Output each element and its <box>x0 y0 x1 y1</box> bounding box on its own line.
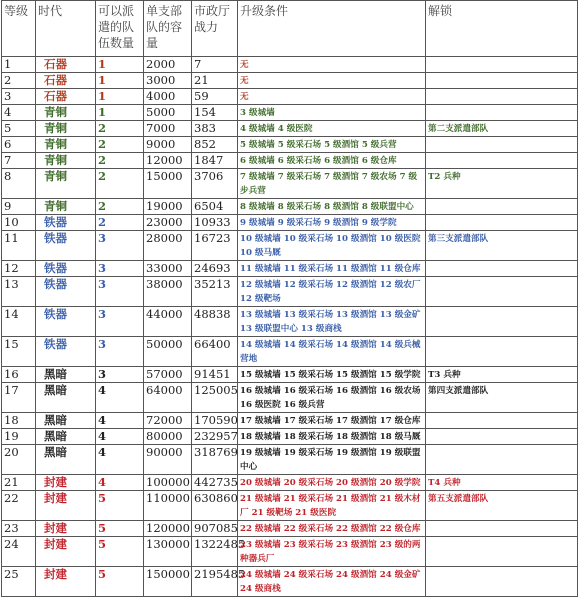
cell-era: 封建 <box>36 491 96 521</box>
cell-level: 11 <box>2 231 36 261</box>
cell-condition: 3 级城墙 <box>238 105 426 121</box>
table-row <box>2 413 578 429</box>
cell-teams: 4 <box>96 475 144 491</box>
cell-teams: 4 <box>96 383 144 413</box>
cell-level: 25 <box>2 567 36 597</box>
cell-unlock: 第四支派遣部队 <box>426 383 578 413</box>
cell-power: 907085 <box>192 521 238 537</box>
cell-power: 21 <box>192 73 238 89</box>
cell-level: 15 <box>2 337 36 367</box>
cell-teams: 2 <box>96 169 144 199</box>
cell-condition: 11 级城墙 11 级采石场 11 级酒馆 11 级仓库 <box>238 261 426 277</box>
cell-unlock: T3 兵种 <box>426 367 578 383</box>
upgrade-table <box>1 0 578 597</box>
cell-power: 1322485 <box>192 537 238 567</box>
cell-era: 铁器 <box>36 231 96 261</box>
cell-condition: 16 级城墙 16 级采石场 16 级酒馆 16 级农场 16 级医院 16 级兵营 <box>238 383 426 413</box>
table-row <box>2 57 578 73</box>
cell-era: 黑暗 <box>36 445 96 475</box>
cell-capacity: 5000 <box>144 105 192 121</box>
cell-level: 12 <box>2 261 36 277</box>
cell-capacity: 4000 <box>144 89 192 105</box>
cell-capacity: 72000 <box>144 413 192 429</box>
cell-condition: 18 级城墙 18 级采石场 18 级酒馆 18 级马厩 <box>238 429 426 445</box>
cell-era: 石器 <box>36 73 96 89</box>
table-row <box>2 367 578 383</box>
cell-teams: 2 <box>96 215 144 231</box>
table-row <box>2 445 578 475</box>
cell-capacity: 33000 <box>144 261 192 277</box>
cell-capacity: 90000 <box>144 445 192 475</box>
cell-level: 16 <box>2 367 36 383</box>
cell-capacity: 130000 <box>144 537 192 567</box>
cell-teams: 1 <box>96 57 144 73</box>
cell-era: 封建 <box>36 521 96 537</box>
cell-teams: 4 <box>96 445 144 475</box>
cell-unlock <box>426 215 578 231</box>
cell-era: 青铜 <box>36 153 96 169</box>
cell-condition: 9 级城墙 9 级采石场 9 级酒馆 9 级学院 <box>238 215 426 231</box>
cell-power: 66400 <box>192 337 238 367</box>
cell-power: 630860 <box>192 491 238 521</box>
cell-capacity: 9000 <box>144 137 192 153</box>
cell-unlock <box>426 73 578 89</box>
cell-condition: 23 级城墙 23 级采石场 23 级酒馆 23 级的两种器兵厂 <box>238 537 426 567</box>
cell-unlock <box>426 277 578 307</box>
cell-unlock <box>426 89 578 105</box>
cell-era: 青铜 <box>36 169 96 199</box>
cell-era: 黑暗 <box>36 429 96 445</box>
cell-teams: 3 <box>96 231 144 261</box>
cell-power: 7 <box>192 57 238 73</box>
table-row <box>2 231 578 261</box>
cell-teams: 4 <box>96 429 144 445</box>
header-teams: 可以派遣的队伍数量 <box>96 1 144 57</box>
cell-era: 铁器 <box>36 261 96 277</box>
cell-power: 125005 <box>192 383 238 413</box>
cell-power: 154 <box>192 105 238 121</box>
cell-teams: 3 <box>96 307 144 337</box>
cell-power: 442735 <box>192 475 238 491</box>
cell-teams: 3 <box>96 277 144 307</box>
table-body <box>2 57 578 597</box>
cell-capacity: 80000 <box>144 429 192 445</box>
cell-era: 青铜 <box>36 137 96 153</box>
cell-level: 14 <box>2 307 36 337</box>
cell-power: 383 <box>192 121 238 137</box>
cell-unlock: 第五支派遣部队 <box>426 491 578 521</box>
cell-level: 19 <box>2 429 36 445</box>
cell-unlock <box>426 429 578 445</box>
cell-level: 4 <box>2 105 36 121</box>
cell-level: 13 <box>2 277 36 307</box>
cell-teams: 3 <box>96 337 144 367</box>
cell-power: 170590 <box>192 413 238 429</box>
cell-unlock <box>426 537 578 567</box>
cell-era: 铁器 <box>36 337 96 367</box>
cell-capacity: 50000 <box>144 337 192 367</box>
cell-capacity: 44000 <box>144 307 192 337</box>
cell-power: 1847 <box>192 153 238 169</box>
table-row <box>2 307 578 337</box>
table-row <box>2 491 578 521</box>
cell-unlock <box>426 521 578 537</box>
cell-unlock <box>426 153 578 169</box>
cell-teams: 2 <box>96 199 144 215</box>
cell-teams: 2 <box>96 137 144 153</box>
cell-era: 铁器 <box>36 215 96 231</box>
cell-power: 24693 <box>192 261 238 277</box>
cell-level: 9 <box>2 199 36 215</box>
cell-condition: 4 级城墙 4 级医院 <box>238 121 426 137</box>
cell-condition: 19 级城墙 19 级采石场 19 级酒馆 19 级联盟中心 <box>238 445 426 475</box>
cell-era: 封建 <box>36 537 96 567</box>
cell-teams: 5 <box>96 567 144 597</box>
cell-level: 23 <box>2 521 36 537</box>
cell-capacity: 15000 <box>144 169 192 199</box>
table-row <box>2 277 578 307</box>
cell-era: 青铜 <box>36 121 96 137</box>
cell-capacity: 12000 <box>144 153 192 169</box>
cell-level: 21 <box>2 475 36 491</box>
header-row <box>2 1 578 57</box>
table-row <box>2 521 578 537</box>
cell-level: 5 <box>2 121 36 137</box>
cell-power: 35213 <box>192 277 238 307</box>
cell-power: 3706 <box>192 169 238 199</box>
cell-teams: 5 <box>96 537 144 567</box>
cell-condition: 13 级城墙 13 级采石场 13 级酒馆 13 级金矿 13 级联盟中心 13 级商栈 <box>238 307 426 337</box>
cell-condition: 7 级城墙 7 级采石场 7 级酒馆 7 级农场 7 级步兵营 <box>238 169 426 199</box>
header-level: 等级 <box>2 1 36 57</box>
cell-condition: 12 级城墙 12 级采石场 12 级酒馆 12 级农厂 12 级靶场 <box>238 277 426 307</box>
cell-condition: 20 级城墙 20 级采石场 20 级酒馆 20 级学院 <box>238 475 426 491</box>
cell-teams: 1 <box>96 73 144 89</box>
table-row <box>2 475 578 491</box>
cell-power: 318769 <box>192 445 238 475</box>
cell-capacity: 19000 <box>144 199 192 215</box>
cell-level: 20 <box>2 445 36 475</box>
cell-teams: 2 <box>96 121 144 137</box>
cell-capacity: 2000 <box>144 57 192 73</box>
cell-level: 22 <box>2 491 36 521</box>
cell-power: 852 <box>192 137 238 153</box>
cell-level: 6 <box>2 137 36 153</box>
cell-era: 石器 <box>36 89 96 105</box>
cell-era: 铁器 <box>36 277 96 307</box>
cell-capacity: 110000 <box>144 491 192 521</box>
cell-teams: 3 <box>96 261 144 277</box>
cell-condition: 22 级城墙 22 级采石场 22 级酒馆 22 级仓库 <box>238 521 426 537</box>
cell-level: 10 <box>2 215 36 231</box>
cell-power: 232957 <box>192 429 238 445</box>
cell-teams: 1 <box>96 105 144 121</box>
table-row <box>2 137 578 153</box>
header-era: 时代 <box>36 1 96 57</box>
table-row <box>2 261 578 277</box>
table-row <box>2 537 578 567</box>
cell-unlock <box>426 137 578 153</box>
cell-era: 黑暗 <box>36 367 96 383</box>
header-power: 市政厅战力 <box>192 1 238 57</box>
table-row <box>2 169 578 199</box>
cell-level: 2 <box>2 73 36 89</box>
cell-unlock <box>426 105 578 121</box>
cell-teams: 3 <box>96 367 144 383</box>
cell-condition: 14 级城墙 14 级采石场 14 级酒馆 14 级兵械营地 <box>238 337 426 367</box>
cell-teams: 2 <box>96 153 144 169</box>
cell-condition: 10 级城墙 10 级采石场 10 级酒馆 10 级医院 10 级马厩 <box>238 231 426 261</box>
table-row <box>2 337 578 367</box>
cell-unlock <box>426 445 578 475</box>
cell-power: 91451 <box>192 367 238 383</box>
cell-condition: 24 级城墙 24 级采石场 24 级酒馆 24 级金矿 24 级商栈 <box>238 567 426 597</box>
cell-power: 48838 <box>192 307 238 337</box>
table-row <box>2 567 578 597</box>
cell-unlock <box>426 567 578 597</box>
cell-era: 封建 <box>36 475 96 491</box>
cell-condition: 无 <box>238 73 426 89</box>
cell-level: 7 <box>2 153 36 169</box>
cell-era: 石器 <box>36 57 96 73</box>
cell-unlock <box>426 199 578 215</box>
cell-era: 黑暗 <box>36 413 96 429</box>
cell-power: 59 <box>192 89 238 105</box>
cell-era: 黑暗 <box>36 383 96 413</box>
cell-condition: 21 级城墙 21 级采石场 21 级酒馆 21 级木材厂 21 级靶场 21 级医院 <box>238 491 426 521</box>
cell-teams: 4 <box>96 413 144 429</box>
cell-capacity: 64000 <box>144 383 192 413</box>
table-row <box>2 383 578 413</box>
cell-unlock <box>426 413 578 429</box>
cell-teams: 5 <box>96 521 144 537</box>
cell-condition: 15 级城墙 15 级采石场 15 级酒馆 15 级学院 <box>238 367 426 383</box>
cell-capacity: 38000 <box>144 277 192 307</box>
cell-capacity: 150000 <box>144 567 192 597</box>
cell-teams: 1 <box>96 89 144 105</box>
cell-teams: 5 <box>96 491 144 521</box>
cell-condition: 5 级城墙 5 级采石场 5 级酒馆 5 级兵营 <box>238 137 426 153</box>
cell-unlock: T4 兵种 <box>426 475 578 491</box>
cell-capacity: 28000 <box>144 231 192 261</box>
cell-power: 16723 <box>192 231 238 261</box>
cell-unlock <box>426 307 578 337</box>
cell-condition: 8 级城墙 8 级采石场 8 级酒馆 8 级联盟中心 <box>238 199 426 215</box>
cell-capacity: 100000 <box>144 475 192 491</box>
cell-era: 铁器 <box>36 307 96 337</box>
cell-capacity: 3000 <box>144 73 192 89</box>
cell-unlock <box>426 261 578 277</box>
cell-power: 2195485 <box>192 567 238 597</box>
table-row <box>2 215 578 231</box>
header-condition: 升级条件 <box>238 1 426 57</box>
table-row <box>2 199 578 215</box>
cell-condition: 6 级城墙 6 级采石场 6 级酒馆 6 级仓库 <box>238 153 426 169</box>
cell-era: 封建 <box>36 567 96 597</box>
header-capacity: 单支部队的容量 <box>144 1 192 57</box>
table-row <box>2 429 578 445</box>
table-row <box>2 73 578 89</box>
cell-condition: 无 <box>238 89 426 105</box>
table-row <box>2 105 578 121</box>
cell-unlock <box>426 337 578 367</box>
cell-capacity: 120000 <box>144 521 192 537</box>
cell-unlock: 第二支派遣部队 <box>426 121 578 137</box>
cell-level: 1 <box>2 57 36 73</box>
table-row <box>2 121 578 137</box>
cell-power: 10933 <box>192 215 238 231</box>
cell-level: 18 <box>2 413 36 429</box>
cell-level: 8 <box>2 169 36 199</box>
cell-capacity: 23000 <box>144 215 192 231</box>
cell-era: 青铜 <box>36 105 96 121</box>
cell-unlock: 第三支派遣部队 <box>426 231 578 261</box>
cell-level: 17 <box>2 383 36 413</box>
table-row <box>2 89 578 105</box>
cell-capacity: 57000 <box>144 367 192 383</box>
cell-condition: 无 <box>238 57 426 73</box>
header-unlock: 解锁 <box>426 1 578 57</box>
table-row <box>2 153 578 169</box>
cell-unlock: T2 兵种 <box>426 169 578 199</box>
cell-unlock <box>426 57 578 73</box>
cell-level: 24 <box>2 537 36 567</box>
cell-capacity: 7000 <box>144 121 192 137</box>
cell-era: 青铜 <box>36 199 96 215</box>
cell-level: 3 <box>2 89 36 105</box>
cell-power: 6504 <box>192 199 238 215</box>
cell-condition: 17 级城墙 17 级采石场 17 级酒馆 17 级仓库 <box>238 413 426 429</box>
